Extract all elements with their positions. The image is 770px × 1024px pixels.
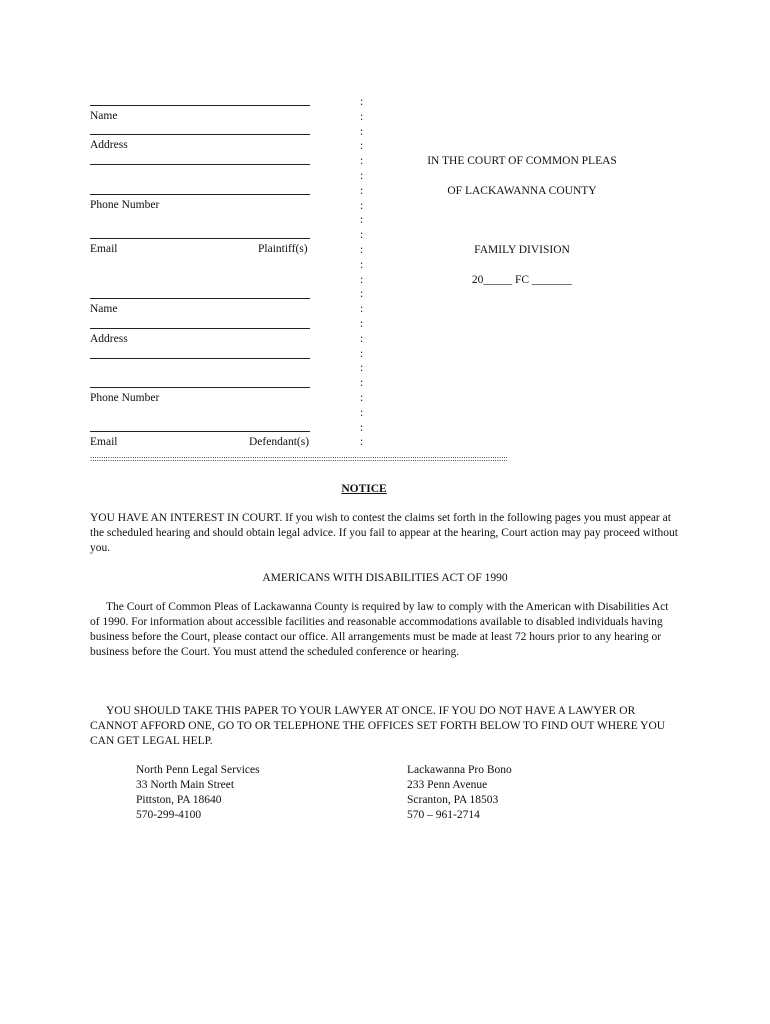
caption-colon: : [360,347,364,360]
caption-colon: : [360,184,364,197]
caption-colon: : [360,436,364,449]
plaintiff-address-line [90,134,310,135]
docket-number: 20_____ FC _______ [471,274,573,286]
plaintiff-role-label: Plaintiff(s) [258,243,308,255]
defendant-name-label: Name [90,303,118,315]
caption-colon: : [360,199,364,212]
caption-colon: : [360,155,364,168]
office-phone: 570 – 961-2714 [407,809,480,821]
caption-colon: : [360,125,364,138]
plaintiff-phone-label: Phone Number [90,199,160,211]
caption-colon: : [360,96,364,108]
office-street: 33 North Main Street [136,779,235,791]
caption-colon: : [360,332,364,345]
lawyer-paragraph: YOU SHOULD TAKE THIS PAPER TO YOUR LAWYER AT ONCE. IF YOU DO NOT HAVE A LAWYER OR CANNOT AFFORD ONE, GO TO OR TELEPHONE THE OFFICES SET FORTH BELOW TO FIND OUT WHERE YOU CAN GET LEGAL HELP. [90,705,666,747]
defendant-name-line [90,298,310,299]
defendant-address-line [90,328,310,329]
plaintiff-phone-line [90,194,310,195]
office-city: Pittston, PA 18640 [136,794,222,806]
plaintiff-address-label: Address [90,139,128,151]
caption-separator: :::::::::::::::::::::::::::::::::::::::::::::::::::::::::::::::::::::::::::::::::::::::::::::::::::::::::::::::::::::::::::::::::::::::::::::::::::::::::::::::::::::::::::::::::::::::::::: [90,454,508,463]
plaintiff-name-line [90,105,310,106]
office-city: Scranton, PA 18503 [407,794,499,806]
caption-colon: : [360,110,364,123]
division-title: FAMILY DIVISION [474,244,570,256]
caption-colon: : [360,392,364,404]
defendant-email-label: Email [90,436,118,448]
office-lackawanna-pro-bono [407,763,512,823]
caption-colon: : [360,303,364,316]
defendant-phone-line [90,387,310,388]
caption-colon: : [360,140,364,153]
plaintiff-name-label: Name [90,110,118,122]
caption-colon: : [360,421,364,434]
defendant-phone-label: Phone Number [90,392,160,404]
caption-colon: : [360,288,364,301]
caption-colon: : [360,258,364,271]
office-name: Lackawanna Pro Bono [407,764,512,776]
court-title-line-1: IN THE COURT OF COMMON PLEAS [427,155,617,167]
caption-colon: : [360,406,364,419]
defendant-address-label: Address [90,333,128,345]
plaintiff-address-line-2 [90,164,310,165]
plaintiff-email-label: Email [90,243,118,255]
interest-paragraph: YOU HAVE AN INTEREST IN COURT. If you wish to contest the claims set forth in the following pages you must appear at the scheduled hearing and should obtain legal advice. If you fail to appear at the hearing, Court action may pay proceed without you. [90,512,678,554]
ada-paragraph: The Court of Common Pleas of Lackawanna County is required by law to comply with the American with Disabilities Act of 1990. For information about accessible facilities and reasonable accommodations available to disabled individuals having business before the Court, please contact our office. All arrangements must be made at least 72 hours prior to any hearing or business before the Court. You must attend the scheduled conference or hearing. [90,601,669,658]
court-title-line-2: OF LACKAWANNA COUNTY [447,185,597,197]
caption-colon: : [360,244,364,256]
defendant-address-line-2 [90,358,310,359]
plaintiff-email-line [90,238,310,239]
defendant-role-label: Defendant(s) [249,436,310,448]
office-name: North Penn Legal Services [136,764,260,776]
caption-colon: : [360,377,364,390]
defendant-email-line [90,431,310,432]
caption-colon: : [360,273,364,286]
caption-colon: : [360,170,364,182]
ada-title: AMERICANS WITH DISABILITIES ACT OF 1990 [262,572,508,584]
office-phone: 570-299-4100 [136,809,202,821]
caption-colon: : [360,362,364,375]
caption-colon: : [360,318,364,330]
office-north-penn [136,763,260,823]
office-street: 233 Penn Avenue [407,779,488,791]
notice-title: NOTICE [341,483,387,495]
caption-colon: : [360,214,364,227]
caption-colon: : [360,229,364,242]
